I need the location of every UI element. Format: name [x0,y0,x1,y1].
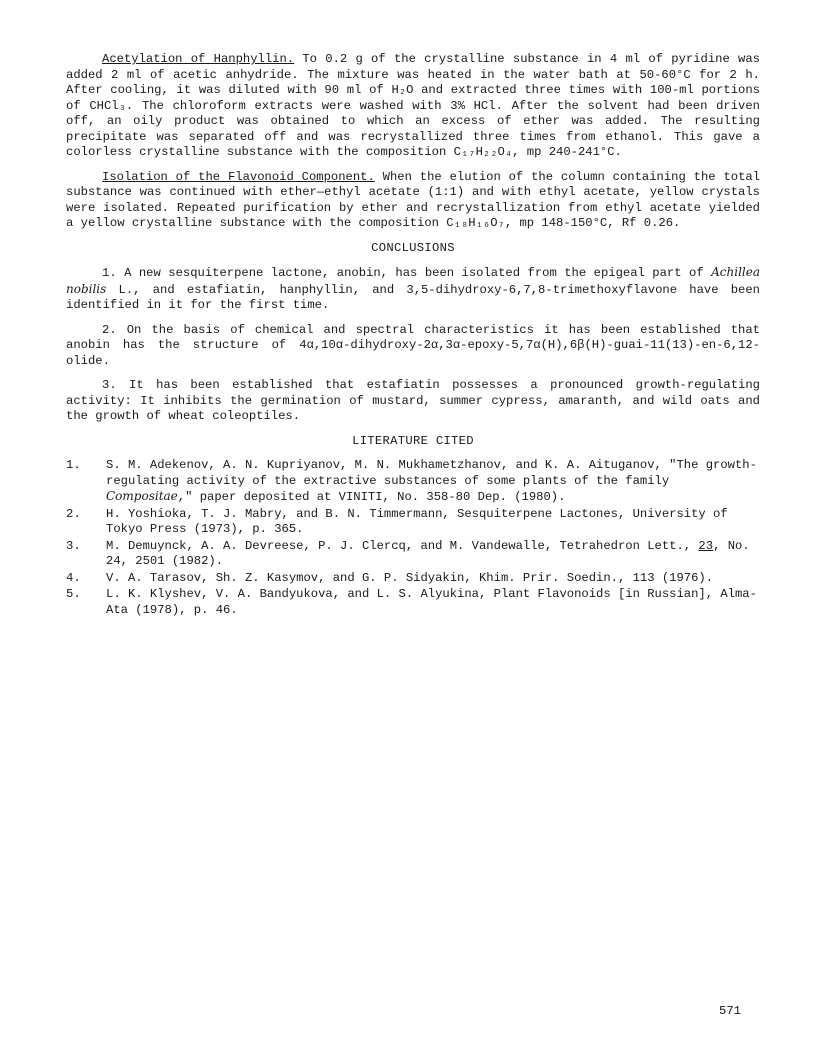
reference-text [106,539,760,570]
reference-item-2 [66,507,760,538]
reference-number: 5. [66,587,81,601]
acetylation-paragraph [66,52,760,161]
reference-number: 3. [66,538,81,553]
reference-text: V. A. Tarasov, Sh. Z. Kasymov, and G. P. Sidyakin, Khim. Prir. Soedin., 113 (1976). [106,570,714,585]
reference-text: H. Yoshioka, T. J. Mabry, and B. N. Timmermann, Sesquiterpene Lactones, University of Tokyo Press (1973), p. 365. [106,506,728,536]
flavonoid-text: When the elution of the column containing the total substance was continued with ether—ethyl acetate (1:1) and with ethyl acetate, yellow crystals were isolated. Repeated purification by ether and recrystallization from ethyl acetate yielded a yellow crystalline substance with the composition C₁₈H₁₆O₇, mp 148-150°C, Rf 0.26. [66,169,761,230]
literature-heading: LITERATURE CITED [352,433,474,448]
page-body [66,52,760,619]
reference-1-pre: S. M. Adekenov, A. N. Kupriyanov, M. N. Mukhametzhanov, and K. A. Aituganov, "The growth-regulating activity of the extractive substances of some plants of the family [106,458,757,488]
conclusions-heading: CONCLUSIONS [371,240,455,255]
conclusion-1 [66,265,760,314]
reference-item-1 [66,458,760,506]
reference-text: L. K. Klyshev, V. A. Bandyukova, and L. S. Alyukina, Plant Flavonoids [in Russian], Alma-Ata (1978), p. 46. [106,587,757,617]
reference-3-post: , No. 24, 2501 (1982). [106,538,750,568]
reference-item-4 [66,571,760,587]
reference-number: 4. [66,570,81,585]
reference-text [106,458,760,506]
reference-item-3 [66,539,760,570]
reference-item-5 [66,587,760,618]
acetylation-text: To 0.2 g of the crystalline substance in 4 ml of pyridine was added 2 ml of acetic anhydride. The mixture was heated in the water bath at 50-60°C for 2 h. After cooling, it was diluted with 90 ml of H₂O and extracted three times with 100-ml portions of CHCl₃. The chloroform extracts were washed with 3% HCl. After the solvent had been driven off, an oily product was obtained to which an excess of ether was added. The resulting precipitate was separated off and was recrystallized three times from ethanol. This gave a colorless crystalline substance with the composition C₁₇H₂₂O₄, mp 240-241°C. [66,52,760,159]
flavonoid-title: Isolation of the Flavonoid Component. [102,169,375,184]
page-number: 571 [719,1004,741,1018]
acetylation-title: Acetylation of Hanphyllin. [102,52,295,66]
conclusion-1-post: L., and estafiatin, hanphyllin, and 3,5-dihydroxy-6,7,8-trimethoxyflavone have been identified in it for the first time. [66,282,760,312]
flavonoid-paragraph [66,170,760,232]
reference-number: 2. [66,506,81,521]
reference-3-volume: 23 [698,538,714,553]
conclusion-1-species: Achillea nobilis [66,265,760,296]
reference-3-pre: M. Demuynck, A. A. Devreese, P. J. Clercq, and M. Vandewalle, Tetrahedron Lett., [106,538,699,553]
conclusion-1-pre: 1. A new sesquiterpene lactone, anobin, has been isolated from the epigeal part of [102,266,712,280]
reference-list [66,458,760,618]
conclusion-2: 2. On the basis of chemical and spectral characteristics it has been established that anobin has the structure of 4α,10α-dihydroxy-2α,3α-epoxy-5,7α(H),6β(H)-guai-11(13)-en-6,12-olide. [66,322,760,368]
reference-1-post: ," paper deposited at VINITI, No. 358-80 Dep. (1980). [177,490,566,504]
conclusion-3: 3. It has been established that estafiatin possesses a pronounced growth-regulating activity: It inhibits the germination of mustard, summer cypress, amaranth, and wild oats and the growth of wheat coleoptiles. [66,378,760,423]
reference-1-family: Compositae [106,489,178,503]
reference-number: 1. [66,458,81,472]
